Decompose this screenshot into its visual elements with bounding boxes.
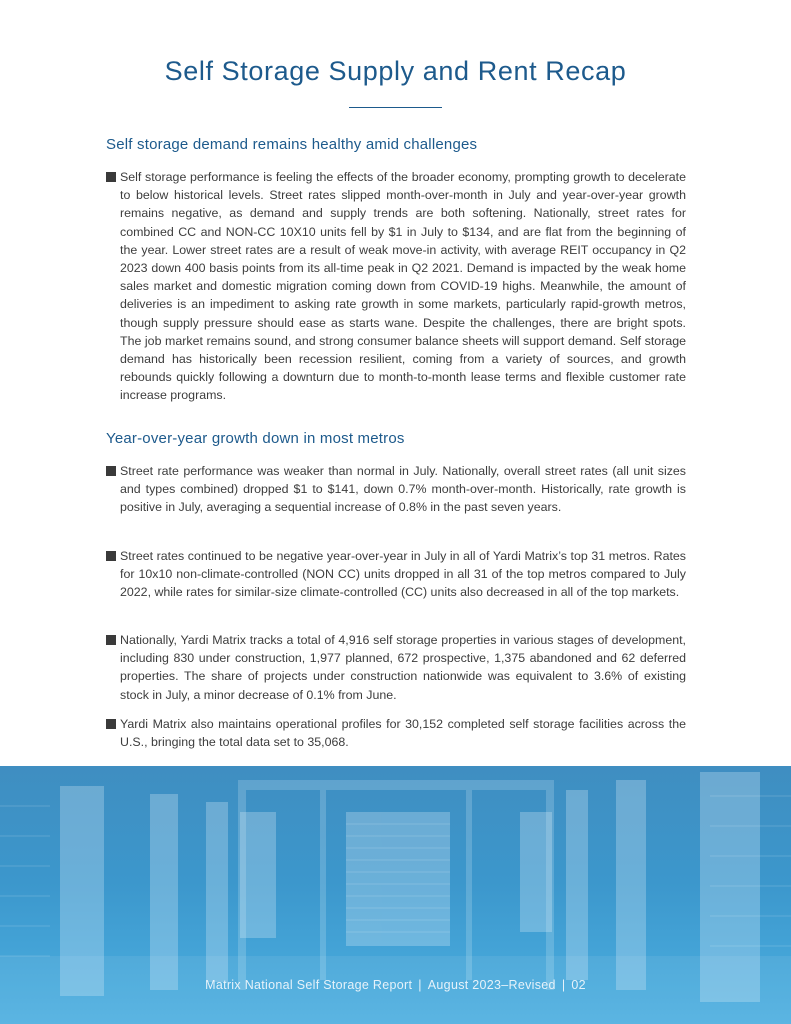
bullet-operational-profiles: [106, 715, 686, 751]
section-heading-metros: Year-over-year growth down in most metros: [106, 430, 405, 447]
bullet-text: Yardi Matrix also maintains operational profiles for 30,152 completed self storage facilities across the U.S., bringing the total data set to 35,068.: [120, 717, 686, 750]
bullet-marker: [106, 466, 116, 476]
bullet-text: Street rates continued to be negative year-over-year in July in all of Yardi Matrix’s top 31 metros. Rates for 10x10 non-climate-controlled (NON CC) units dropped in all 31 of the top metros compared to July 2022, while rates for similar-size climate-controlled (CC) units also decreased in all of the top markets.: [120, 549, 686, 600]
bullet-marker: [106, 635, 116, 645]
footer-caption: [0, 978, 791, 992]
bullet-marker: [106, 719, 116, 729]
bullet-text: Street rate performance was weaker than normal in July. Nationally, overall street rates (all unit sizes and types combined) dropped $1 to $141, down 0.7% month-over-month. Historically, rate growth is positive in July, averaging a sequential increase of 0.8% in the past seven years.: [120, 464, 686, 515]
bullet-marker: [106, 172, 116, 182]
bullet-text: Self storage performance is feeling the effects of the broader economy, prompting growth to decelerate to below historical levels. Street rates slipped month-over-month in July and year-over-year growth remains negative, as demand and supply trends are both softening. Nationally, street rates for combined CC and NON-CC 10X10 units fell by $1 in July to $134, and are flat from the beginning of the year. Lower street rates are a result of weak move-in activity, with average REIT occupancy in Q2 2023 down 400 basis points from its all-time peak in Q2 2021. Demand is impacted by the weak home sales market and domestic migration coming down from COVID-19 highs. Meanwhile, the amount of deliveries is an impediment to asking rate growth in some markets, particularly rapid-growth metros, though supply pressure should ease as starts wane. Despite the challenges, there are bright spots. The job market remains sound, and strong consumer balance sheets will support demand. Self storage demand has historically been recession resilient, coming from a variety of sources, and growth rebounds quickly following a downturn due to month-to-month lease terms and flexible customer rate increase programs.: [120, 170, 686, 403]
bullet-yoy-metros: [106, 547, 686, 602]
footer-edition: August 2023–Revised: [427, 978, 556, 992]
bullet-marker: [106, 551, 116, 561]
page-title: Self Storage Supply and Rent Recap: [164, 56, 627, 86]
bullet-demand-overview: [106, 168, 686, 405]
footer-storage-image: [0, 766, 791, 1024]
bullet-text: Nationally, Yardi Matrix tracks a total of 4,916 self storage properties in various stages of development, including 830 under construction, 1,977 planned, 672 prospective, 1,375 abandoned and 62 deferred properties. The share of projects under construction nationwide was equivalent to 3.6% of existing stock in July, a minor decrease of 0.1% from June.: [120, 633, 686, 702]
section-heading-demand: Self storage demand remains healthy amid challenges: [106, 136, 478, 153]
bullet-development-pipeline: [106, 631, 686, 704]
footer-separator: |: [418, 978, 422, 992]
bullet-street-rate-performance: [106, 462, 686, 517]
footer-report-name: Matrix National Self Storage Report: [205, 978, 413, 992]
title-divider: [349, 107, 442, 108]
footer-page-number: 02: [571, 978, 586, 992]
footer-separator: |: [561, 978, 566, 992]
